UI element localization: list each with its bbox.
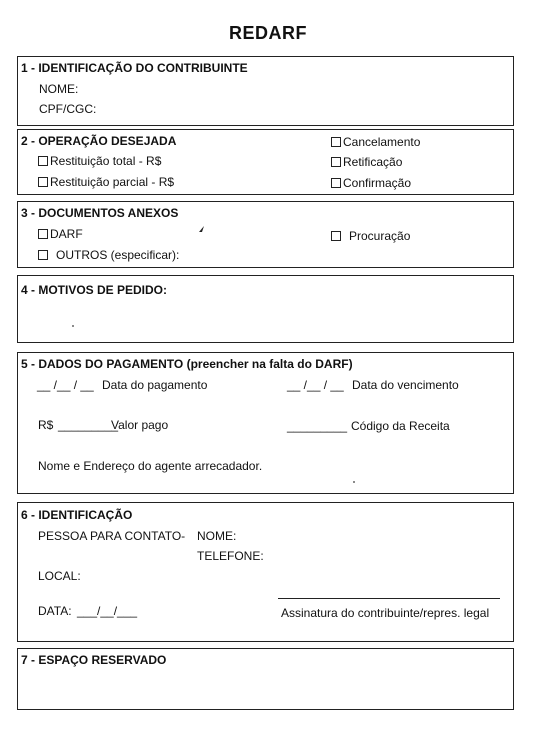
section-3-heading: 3 - DOCUMENTOS ANEXOS [21, 206, 179, 220]
data-pagamento-label: Data do pagamento [102, 378, 208, 392]
cancelamento-option[interactable] [331, 135, 420, 149]
retificacao-checkbox[interactable] [331, 157, 341, 167]
procuracao-label: Procuração [349, 229, 411, 243]
rs-label: R$ [38, 418, 54, 432]
procuracao-option[interactable] [331, 229, 410, 243]
pessoa-contato-label: PESSOA PARA CONTATO- [38, 529, 186, 543]
procuracao-checkbox[interactable] [331, 231, 341, 241]
data-label: DATA: [38, 604, 72, 618]
codigo-receita-blank[interactable]: _________ [287, 419, 348, 433]
data-pagamento-blank[interactable]: __ /__ / __ [37, 378, 94, 392]
telefone-label: TELEFONE: [197, 549, 264, 563]
section-5-heading: 5 - DADOS DO PAGAMENTO (preencher na falta do DARF) [21, 357, 353, 371]
form-title: REDARF [229, 23, 307, 43]
outros-option[interactable] [38, 248, 179, 262]
section-6-heading: 6 - IDENTIFICAÇÃO [21, 508, 133, 522]
agente-arrecadador-label: Nome e Endereço do agente arrecadador. [38, 459, 263, 473]
darf-checkbox[interactable] [38, 229, 48, 239]
darf-option[interactable] [38, 227, 83, 241]
outros-checkbox[interactable] [38, 250, 48, 260]
restituicao-total-option[interactable] [38, 154, 161, 168]
section-2-heading: 2 - OPERAÇÃO DESEJADA [21, 134, 177, 148]
restituicao-parcial-label: Restituição parcial - R$ [50, 175, 175, 189]
valor-pago-blank[interactable]: _________ [58, 418, 119, 432]
section-7-heading: 7 - ESPAÇO RESERVADO [21, 653, 167, 667]
cancelamento-checkbox[interactable] [331, 137, 341, 147]
codigo-receita-label: Código da Receita [351, 419, 450, 433]
section-4-heading: 4 - MOTIVOS DE PEDIDO: [21, 283, 168, 297]
restituicao-total-checkbox[interactable] [38, 156, 48, 166]
contato-nome-label: NOME: [197, 529, 237, 543]
section-1-heading: 1 - IDENTIFICAÇÃO DO CONTRIBUINTE [21, 61, 248, 75]
retificacao-option[interactable] [331, 155, 402, 169]
restituicao-parcial-option[interactable] [38, 175, 174, 189]
speck-mark [72, 325, 74, 327]
assinatura-label: Assinatura do contribuinte/repres. legal [281, 606, 490, 620]
local-label: LOCAL: [38, 569, 81, 583]
darf-label: DARF [50, 227, 83, 241]
cancelamento-label: Cancelamento [343, 135, 421, 149]
confirmacao-checkbox[interactable] [331, 178, 341, 188]
data-blank[interactable]: ___/__/___ [77, 604, 138, 618]
confirmacao-option[interactable] [331, 176, 411, 190]
stray-mark-icon [199, 226, 205, 232]
nome-label: NOME: [39, 82, 79, 96]
restituicao-parcial-checkbox[interactable] [38, 177, 48, 187]
confirmacao-label: Confirmação [343, 176, 412, 190]
outros-label: OUTROS (especificar): [56, 248, 180, 262]
cpf-label: CPF/CGC: [39, 102, 97, 116]
signature-line[interactable] [278, 598, 500, 599]
valor-pago-label: Valor pago [111, 418, 169, 432]
section-6-box [17, 502, 514, 642]
restituicao-total-label: Restituição total - R$ [50, 154, 162, 168]
retificacao-label: Retificação [343, 155, 403, 169]
speck-mark [353, 481, 355, 483]
data-vencimento-blank[interactable]: __ /__ / __ [287, 378, 344, 392]
data-vencimento-label: Data do vencimento [352, 378, 459, 392]
